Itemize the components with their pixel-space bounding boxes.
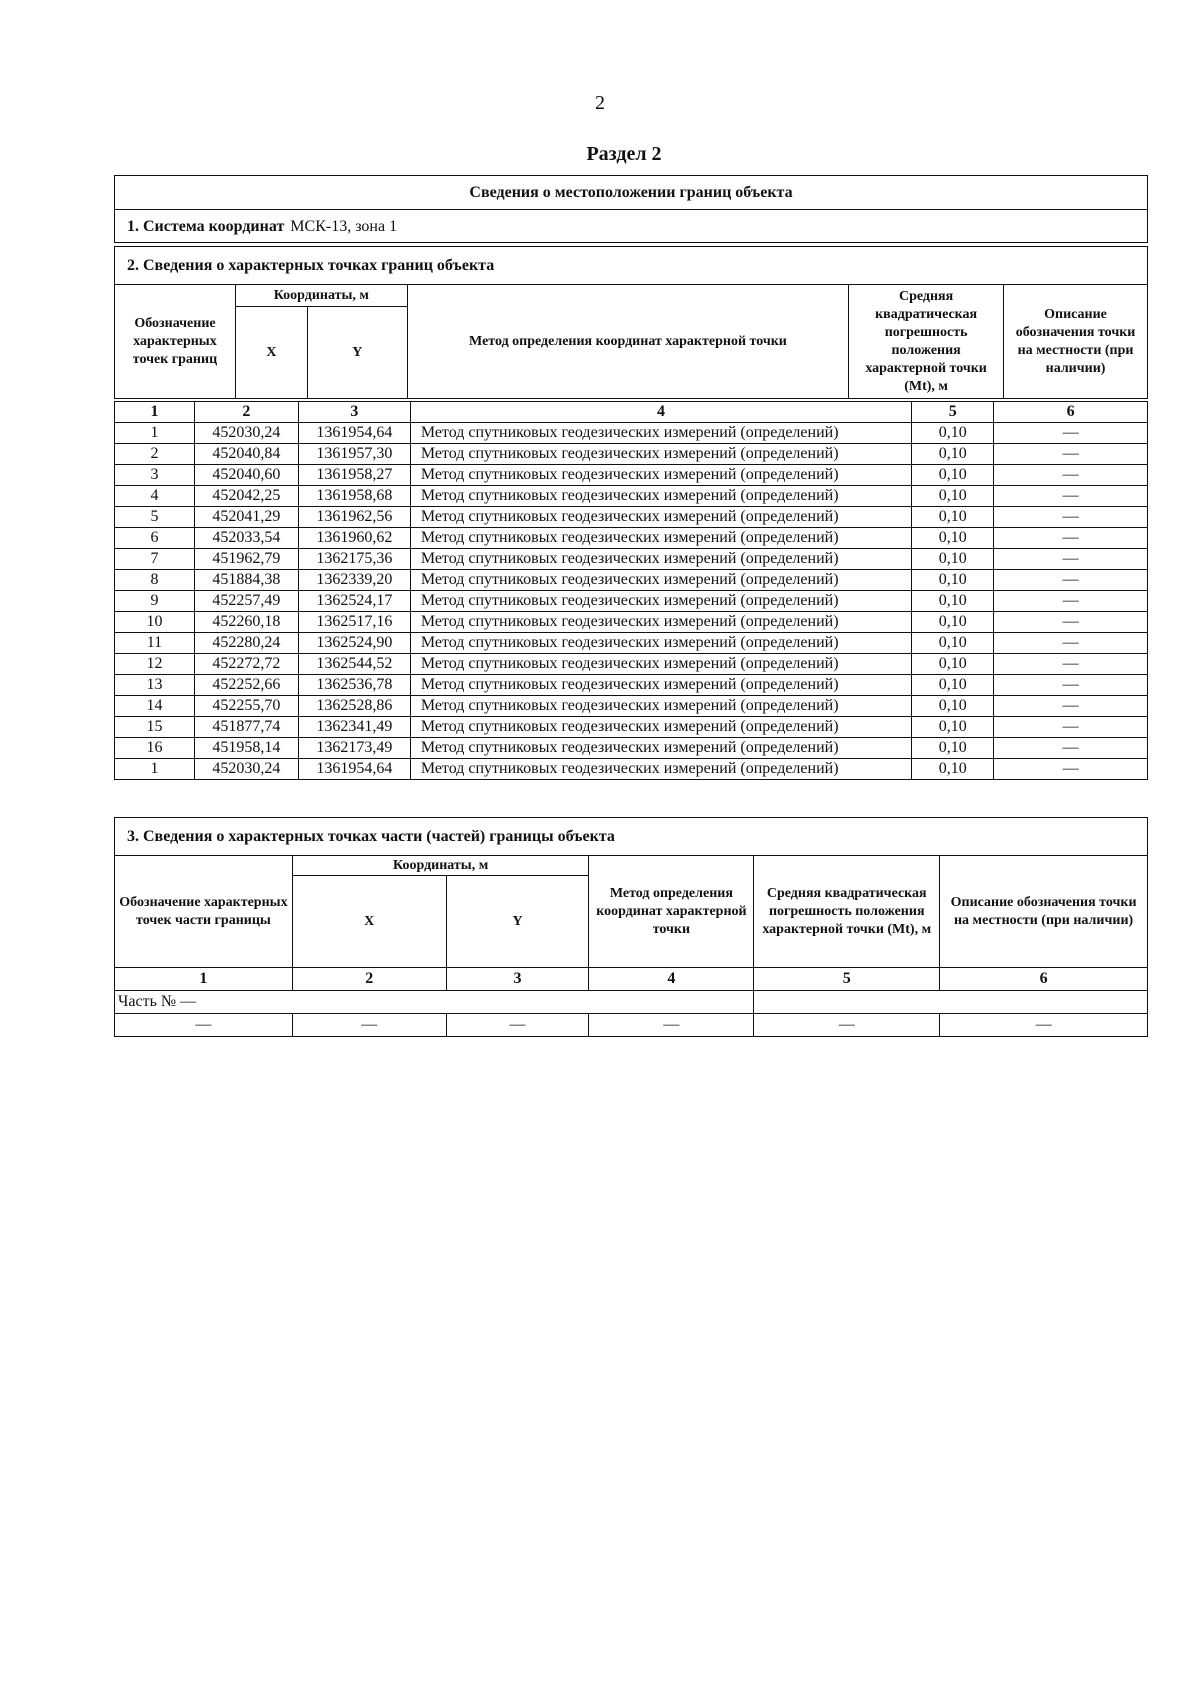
method: Метод спутниковых геодезических измерений (определений) xyxy=(410,570,911,591)
s3-header-method: Метод определения координат характерной точки xyxy=(589,856,754,968)
point-number: 1 xyxy=(115,423,195,444)
description: — xyxy=(994,465,1148,486)
table-row xyxy=(115,654,1148,675)
method: Метод спутниковых геодезических измерений (определений) xyxy=(410,696,911,717)
s3-empty-row xyxy=(115,1014,1148,1037)
coord-system-label: 1. Система координат xyxy=(127,218,285,235)
coord-y: 1362524,17 xyxy=(298,591,410,612)
coord-x: 452257,49 xyxy=(194,591,298,612)
error-value: 0,10 xyxy=(912,507,994,528)
coord-y: 1362175,36 xyxy=(298,549,410,570)
s3-column-numbers xyxy=(115,968,1148,991)
column-number: 5 xyxy=(912,402,994,423)
error-value: 0,10 xyxy=(912,549,994,570)
header-coords: Координаты, м xyxy=(235,285,407,307)
point-number: 10 xyxy=(115,612,195,633)
section2-title: 2. Сведения о характерных точках границ объекта xyxy=(114,246,1148,284)
coord-x: 452280,24 xyxy=(194,633,298,654)
error-value: 0,10 xyxy=(912,486,994,507)
coord-x: 452042,25 xyxy=(194,486,298,507)
page-number: 2 xyxy=(595,92,605,114)
coord-y: 1361960,62 xyxy=(298,528,410,549)
description: — xyxy=(994,633,1148,654)
coord-y: 1361962,56 xyxy=(298,507,410,528)
section2-header-table xyxy=(114,284,1148,399)
table-row xyxy=(115,591,1148,612)
error-value: 0,10 xyxy=(912,633,994,654)
method: Метод спутниковых геодезических измерений (определений) xyxy=(410,507,911,528)
description: — xyxy=(994,717,1148,738)
location-block xyxy=(114,175,1148,243)
coord-y: 1362517,16 xyxy=(298,612,410,633)
coord-x: 452041,29 xyxy=(194,507,298,528)
table-row xyxy=(115,444,1148,465)
coord-x: 451884,38 xyxy=(194,570,298,591)
s3-header-designation: Обозначение характерных точек части границы xyxy=(115,856,293,968)
section2-points-table xyxy=(114,401,1148,780)
coord-x: 452040,84 xyxy=(194,444,298,465)
method: Метод спутниковых геодезических измерений (определений) xyxy=(410,465,911,486)
method: Метод спутниковых геодезических измерений (определений) xyxy=(410,423,911,444)
coord-x: 452040,60 xyxy=(194,465,298,486)
table-row xyxy=(115,465,1148,486)
error-value: 0,10 xyxy=(912,612,994,633)
coord-x: 451958,14 xyxy=(194,738,298,759)
coord-x: 452033,54 xyxy=(194,528,298,549)
column-number: 3 xyxy=(298,402,410,423)
table-row xyxy=(115,423,1148,444)
header-y: Y xyxy=(307,307,407,399)
error-value: 0,10 xyxy=(912,444,994,465)
coord-x: 451962,79 xyxy=(194,549,298,570)
point-number: 7 xyxy=(115,549,195,570)
section3-table xyxy=(114,855,1148,1037)
coord-x: 452252,66 xyxy=(194,675,298,696)
header-x: X xyxy=(235,307,307,399)
description: — xyxy=(994,570,1148,591)
method: Метод спутниковых геодезических измерений (определений) xyxy=(410,591,911,612)
description: — xyxy=(994,549,1148,570)
description: — xyxy=(994,654,1148,675)
section3-title: 3. Сведения о характерных точках части (частей) границы объекта xyxy=(114,817,1148,855)
coord-y: 1362341,49 xyxy=(298,717,410,738)
description: — xyxy=(994,738,1148,759)
s3-part-empty xyxy=(754,991,1148,1014)
column-number: 1 xyxy=(115,402,195,423)
coord-x: 452272,72 xyxy=(194,654,298,675)
block-title: Сведения о местоположении границ объекта xyxy=(115,176,1147,210)
point-number: 12 xyxy=(115,654,195,675)
coord-x: 452030,24 xyxy=(194,423,298,444)
error-value: 0,10 xyxy=(912,738,994,759)
coord-x: 452260,18 xyxy=(194,612,298,633)
s3-part-row xyxy=(115,991,1148,1014)
point-number: 1 xyxy=(115,759,195,780)
point-number: 8 xyxy=(115,570,195,591)
s3-empty-cell: — xyxy=(115,1014,293,1037)
method: Метод спутниковых геодезических измерений (определений) xyxy=(410,675,911,696)
method: Метод спутниковых геодезических измерений (определений) xyxy=(410,528,911,549)
method: Метод спутниковых геодезических измерений (определений) xyxy=(410,549,911,570)
table-row xyxy=(115,696,1148,717)
table-row xyxy=(115,549,1148,570)
point-number: 5 xyxy=(115,507,195,528)
point-number: 16 xyxy=(115,738,195,759)
s3-header-x: X xyxy=(292,876,446,968)
coord-system-value: МСК-13, зона 1 xyxy=(290,218,398,235)
description: — xyxy=(994,444,1148,465)
description: — xyxy=(994,528,1148,549)
coord-y: 1361958,27 xyxy=(298,465,410,486)
coord-y: 1361958,68 xyxy=(298,486,410,507)
point-number: 9 xyxy=(115,591,195,612)
table-row xyxy=(115,738,1148,759)
header-method: Метод определения координат характерной точки xyxy=(407,285,848,399)
error-value: 0,10 xyxy=(912,759,994,780)
coord-y: 1361957,30 xyxy=(298,444,410,465)
coord-y: 1362524,90 xyxy=(298,633,410,654)
method: Метод спутниковых геодезических измерений (определений) xyxy=(410,759,911,780)
point-number: 13 xyxy=(115,675,195,696)
table-row xyxy=(115,675,1148,696)
s3-empty-cell: — xyxy=(292,1014,446,1037)
point-number: 4 xyxy=(115,486,195,507)
s3-col-number: 2 xyxy=(292,968,446,991)
table-row xyxy=(115,507,1148,528)
table-row xyxy=(115,486,1148,507)
column-numbers-row xyxy=(115,402,1148,423)
header-designation: Обозначение характерных точек границ xyxy=(115,285,236,399)
description: — xyxy=(994,675,1148,696)
table-row xyxy=(115,759,1148,780)
column-number: 2 xyxy=(194,402,298,423)
coord-y: 1362528,86 xyxy=(298,696,410,717)
error-value: 0,10 xyxy=(912,591,994,612)
coord-y: 1362339,20 xyxy=(298,570,410,591)
error-value: 0,10 xyxy=(912,465,994,486)
description: — xyxy=(994,423,1148,444)
error-value: 0,10 xyxy=(912,570,994,591)
coord-y: 1361954,64 xyxy=(298,759,410,780)
error-value: 0,10 xyxy=(912,423,994,444)
header-description: Описание обозначения точки на местности (при наличии) xyxy=(1004,285,1148,399)
description: — xyxy=(994,759,1148,780)
coord-x: 452030,24 xyxy=(194,759,298,780)
coord-x: 451877,74 xyxy=(194,717,298,738)
column-number: 6 xyxy=(994,402,1148,423)
method: Метод спутниковых геодезических измерений (определений) xyxy=(410,738,911,759)
s3-empty-cell: — xyxy=(754,1014,940,1037)
s3-col-number: 5 xyxy=(754,968,940,991)
s3-header-y: Y xyxy=(446,876,589,968)
coord-y: 1362173,49 xyxy=(298,738,410,759)
section-title: Раздел 2 xyxy=(586,143,662,165)
coord-y: 1362544,52 xyxy=(298,654,410,675)
point-number: 3 xyxy=(115,465,195,486)
table-row xyxy=(115,570,1148,591)
s3-col-number: 3 xyxy=(446,968,589,991)
description: — xyxy=(994,486,1148,507)
table-row xyxy=(115,528,1148,549)
s3-header-description: Описание обозначения точки на местности (при наличии) xyxy=(940,856,1148,968)
s3-col-number: 4 xyxy=(589,968,754,991)
error-value: 0,10 xyxy=(912,717,994,738)
point-number: 2 xyxy=(115,444,195,465)
s3-empty-cell: — xyxy=(446,1014,589,1037)
s3-header-coords: Координаты, м xyxy=(292,856,589,876)
coord-y: 1362536,78 xyxy=(298,675,410,696)
point-number: 14 xyxy=(115,696,195,717)
point-number: 11 xyxy=(115,633,195,654)
table-row xyxy=(115,612,1148,633)
table-row xyxy=(115,633,1148,654)
coord-x: 452255,70 xyxy=(194,696,298,717)
column-number: 4 xyxy=(410,402,911,423)
error-value: 0,10 xyxy=(912,675,994,696)
method: Метод спутниковых геодезических измерений (определений) xyxy=(410,612,911,633)
method: Метод спутниковых геодезических измерений (определений) xyxy=(410,486,911,507)
s3-empty-cell: — xyxy=(589,1014,754,1037)
s3-empty-cell: — xyxy=(940,1014,1148,1037)
method: Метод спутниковых геодезических измерений (определений) xyxy=(410,717,911,738)
coord-system-row xyxy=(115,210,1147,244)
table-row xyxy=(115,717,1148,738)
error-value: 0,10 xyxy=(912,696,994,717)
point-number: 6 xyxy=(115,528,195,549)
s3-part-label: Часть № — xyxy=(115,991,754,1014)
method: Метод спутниковых геодезических измерений (определений) xyxy=(410,444,911,465)
description: — xyxy=(994,612,1148,633)
description: — xyxy=(994,696,1148,717)
s3-col-number: 6 xyxy=(940,968,1148,991)
error-value: 0,10 xyxy=(912,654,994,675)
error-value: 0,10 xyxy=(912,528,994,549)
method: Метод спутниковых геодезических измерений (определений) xyxy=(410,654,911,675)
method: Метод спутниковых геодезических измерений (определений) xyxy=(410,633,911,654)
s3-header-error: Средняя квадратическая погрешность положения характерной точки (Mt), м xyxy=(754,856,940,968)
header-error: Средняя квадратическая погрешность положения характерной точки (Mt), м xyxy=(849,285,1004,399)
point-number: 15 xyxy=(115,717,195,738)
description: — xyxy=(994,591,1148,612)
description: — xyxy=(994,507,1148,528)
s3-col-number: 1 xyxy=(115,968,293,991)
coord-y: 1361954,64 xyxy=(298,423,410,444)
